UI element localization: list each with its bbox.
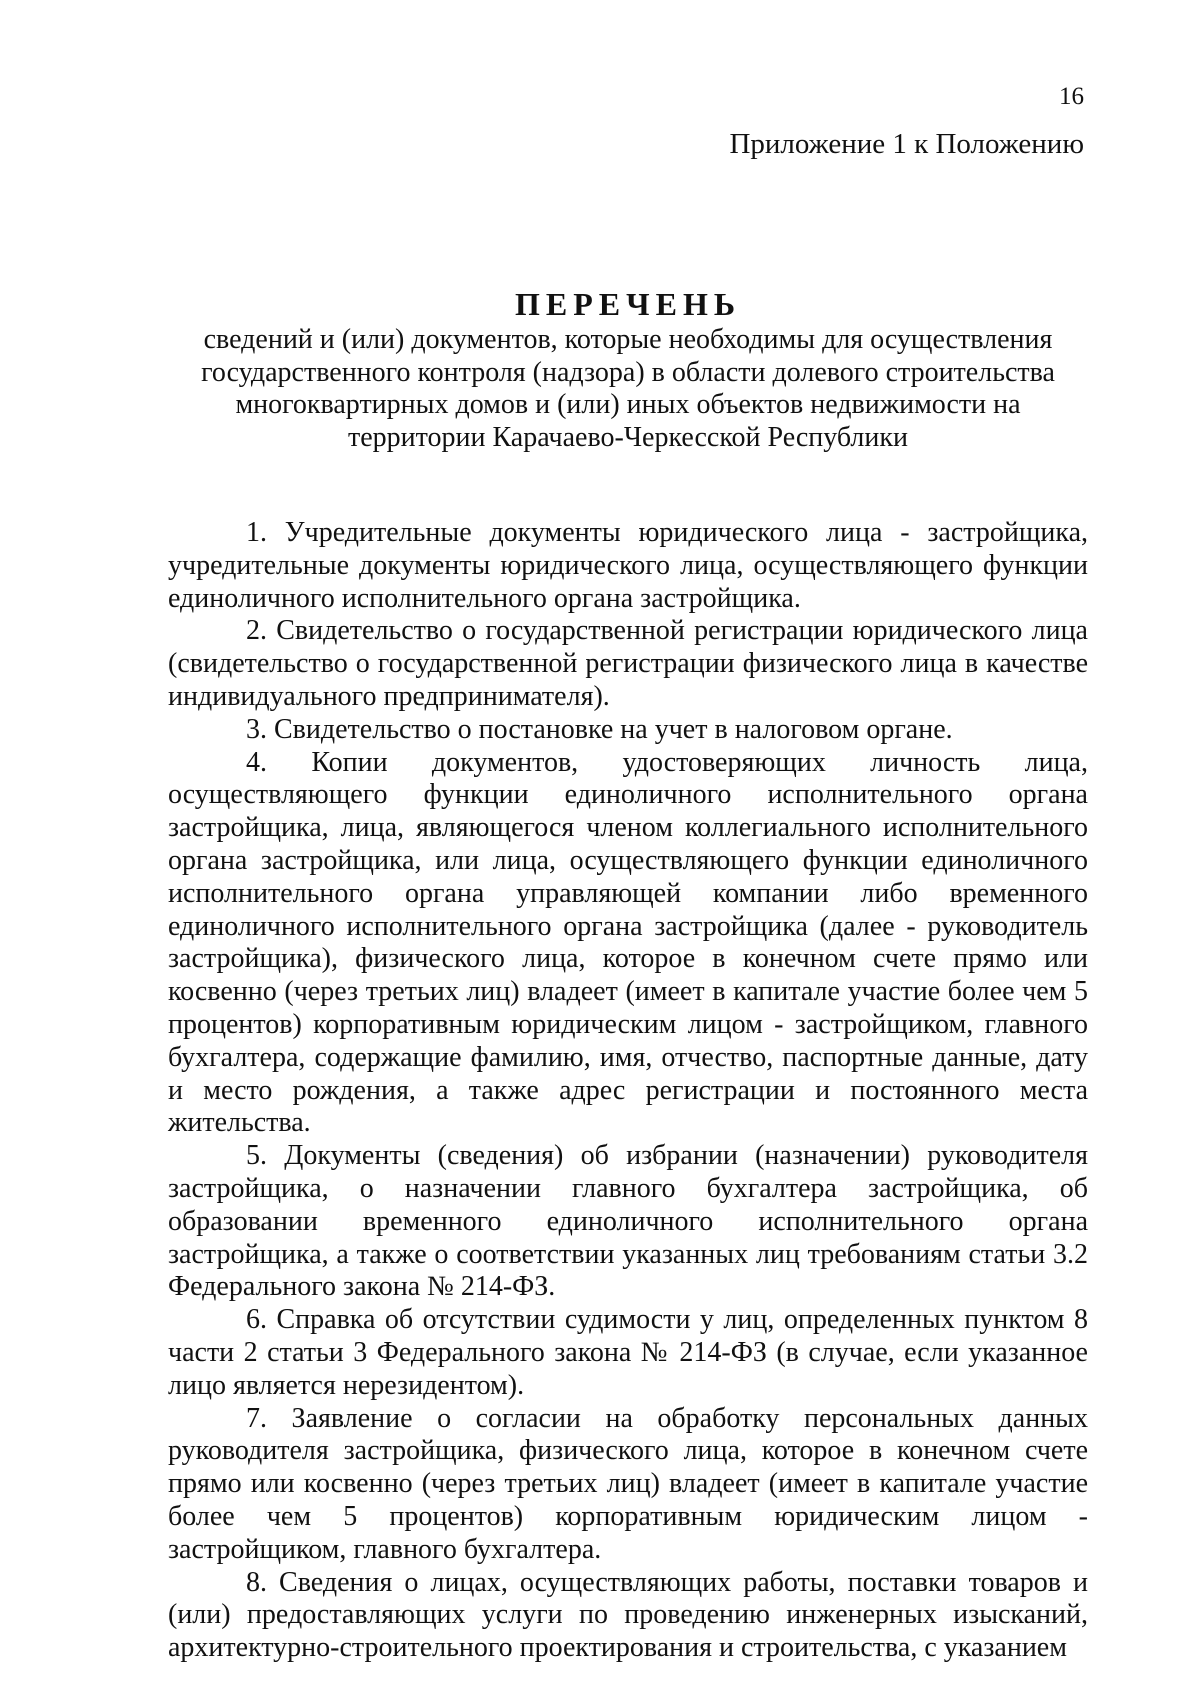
paragraph-2: 2. Свидетельство о государственной регистрации юридического лица (свидетельство о государственной регистрации физического лица в качестве индивидуального предпринимателя). [168,615,1088,712]
paragraph-8: 8. Сведения о лицах, осуществляющих работы, поставки товаров и (или) предоставляющих услуги по проведению инженерных изысканий, архитектурно-строительного проектирования и строительства, с указанием [168,1566,1088,1664]
page-number: 16 [1059,83,1084,110]
title-block [168,286,1088,454]
paragraph-4: 4. Копии документов, удостоверяющих личность лица, осуществляющего функции единоличного исполнительного органа застройщика, лица, являющегося членом коллегиального исполнительного органа застройщика, или лица, осуществляющего функции единоличного исполнительного органа управляющей компании либо временного единоличного исполнительного органа застройщика (далее - руководитель застройщика), физического лица, которое в конечном счете прямо или косвенно (через третьих лиц) владеет (имеет в капитале участие более чем 5 процентов) корпоративным юридическим лицом - застройщиком, главного бухгалтера, содержащие фамилию, имя, отчество, паспортные данные, дату и место рождения, а также адрес регистрации и постоянного места жительства. [168,746,1088,1139]
paragraph-5: 5. Документы (сведения) об избрании (назначении) руководителя застройщика, о назначении главного бухгалтера застройщика, об образовании временного единоличного исполнительного органа застройщика, а также о соответствии указанных лиц требованиям статьи 3.2 Федерального закона № 214-ФЗ. [168,1140,1088,1303]
paragraph-6: 6. Справка об отсутствии судимости у лиц, определенных пунктом 8 части 2 статьи 3 Федерального закона № 214-ФЗ (в случае, если указанное лицо является нерезидентом). [168,1304,1088,1401]
paragraph-7: 7. Заявление о согласии на обработку персональных данных руководителя застройщика, физического лица, которое в конечном счете прямо или косвенно (через третьих лиц) владеет (имеет в капитале участие более чем 5 процентов) корпоративным юридическим лицом - застройщиком, главного бухгалтера. [168,1402,1088,1565]
paragraph-3: 3. Свидетельство о постановке на учет в налоговом органе. [246,713,953,745]
appendix-reference: Приложение 1 к Положению [729,128,1084,160]
paragraph-1: 1. Учредительные документы юридического лица - застройщика, учредительные документы юридического лица, осуществляющего функции единоличного исполнительного органа застройщика. [168,517,1088,614]
document-title: ПЕРЕЧЕНЬ [515,286,741,322]
document-subtitle: сведений и (или) документов, которые необходимы для осуществления государственного контроля (надзора) в области долевого строительства многоквартирных домов и (или) иных объектов недвижимости на территории Карачаево-Черкесской Республики [201,324,1055,453]
document-body [168,517,1088,1665]
